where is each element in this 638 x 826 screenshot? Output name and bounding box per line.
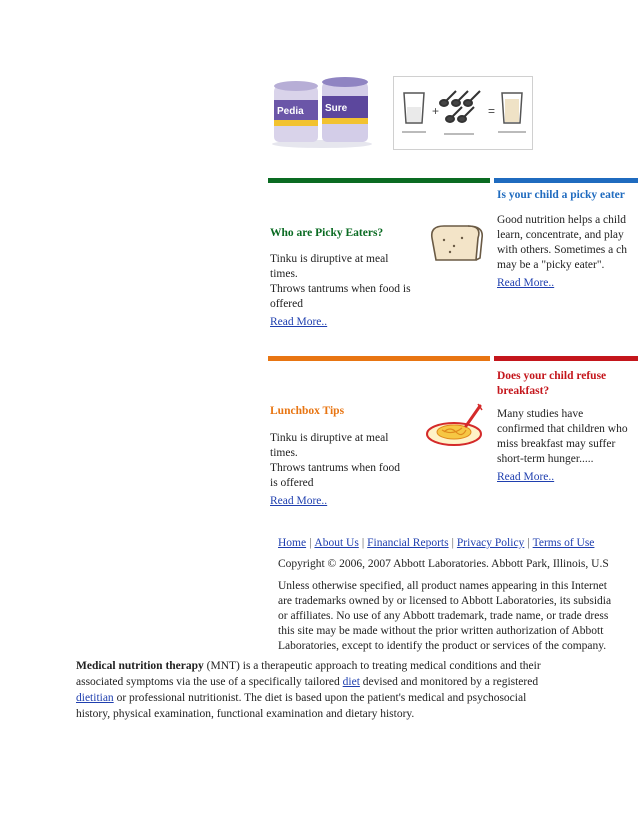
mnt-text: or professional nutritionist. The diet is based upon the patient's medical and psychosocial history, physical examination, functional examination and dietary history. — [76, 692, 527, 720]
picky-eater-question-card — [497, 188, 638, 291]
spaghetti-plate-icon — [422, 400, 492, 450]
card-line: Throws tantrums when food is — [270, 283, 411, 295]
footer-link-privacy-policy[interactable]: Privacy Policy — [456, 537, 525, 549]
mnt-term: Medical nutrition therapy — [76, 660, 204, 672]
card-body — [497, 213, 638, 273]
read-more-link[interactable]: Read More.. — [497, 277, 555, 289]
card-line: learn, concentrate, and play — [497, 229, 624, 241]
footer-nav — [278, 536, 594, 551]
card-line: times. — [270, 447, 298, 459]
divider-blue — [494, 178, 638, 183]
card-line: Tinku is diruptive at meal — [270, 432, 389, 444]
svg-text:+: + — [432, 104, 440, 118]
card-line: miss breakfast may suffer — [497, 438, 616, 450]
legal-line: or affiliates. No use of any Abbott trademark, trade name, or trade dress — [278, 610, 609, 622]
card-body — [497, 407, 638, 467]
divider-orange — [268, 356, 490, 361]
footer-link-about-us[interactable]: About Us — [314, 537, 359, 549]
card-line: Many studies have — [497, 408, 584, 420]
diet-link[interactable]: diet — [342, 676, 360, 688]
card-line: may be a "picky eater". — [497, 259, 605, 271]
read-more-link[interactable]: Read More.. — [497, 471, 555, 483]
footer-separator: | — [527, 537, 530, 549]
read-more-link[interactable]: Read More.. — [270, 316, 328, 328]
mnt-text: devised and monitored by a registered — [359, 676, 539, 688]
card-title: Who are Picky Eaters? — [270, 227, 384, 239]
card-title: Lunchbox Tips — [270, 405, 345, 417]
mnt-paragraph — [76, 658, 562, 722]
legal-line: Laboratories, except to identify the product or services of the company. — [278, 640, 607, 652]
legal-line: are trademarks owned by or licensed to Abbott Laboratories, its subsidia — [278, 595, 612, 607]
breakfast-card — [497, 369, 638, 485]
mixing-diagram-image — [393, 76, 533, 150]
card-title: Is your child a picky eater — [497, 189, 625, 201]
card-line: times. — [270, 268, 298, 280]
card-body — [270, 431, 430, 491]
legal-line: this site may be made without the prior written authorization of Abbott — [278, 625, 604, 637]
card-line: with others. Sometimes a ch — [497, 244, 627, 256]
card-title-line: breakfast? — [497, 385, 550, 397]
footer-link-financial-reports[interactable]: Financial Reports — [367, 537, 449, 549]
dietitian-link[interactable]: dietitian — [76, 692, 114, 704]
mnt-text: (MNT) is a therapeutic approach to treating medical conditions and their associated symptoms via the use of a specifically tailored — [76, 660, 541, 688]
read-more-link[interactable]: Read More.. — [270, 495, 328, 507]
card-line: offered — [270, 298, 303, 310]
card-line: Throws tantrums when food — [270, 462, 400, 474]
card-title — [497, 369, 638, 399]
product-image — [268, 74, 376, 148]
bread-icon — [424, 220, 492, 266]
card-line: is offered — [270, 477, 314, 489]
divider-green — [268, 178, 490, 183]
footer-separator: | — [451, 537, 454, 549]
divider-red — [494, 356, 638, 361]
legal-line: Unless otherwise specified, all product names appearing in this Internet — [278, 580, 607, 592]
footer-legal — [278, 557, 638, 654]
copyright-text: Copyright © 2006, 2007 Abbott Laboratories. Abbott Park, Illinois, U.S — [278, 558, 609, 570]
footer-separator: | — [361, 537, 365, 549]
card-line: short-term hunger..... — [497, 453, 594, 465]
card-line: confirmed that children who — [497, 423, 628, 435]
card-title-line: Does your child refuse — [497, 370, 607, 382]
legal-text — [278, 579, 638, 654]
svg-text:Sure: Sure — [325, 103, 348, 114]
svg-text:=: = — [488, 104, 496, 118]
footer-link-home[interactable]: Home — [278, 537, 307, 549]
card-body — [270, 252, 430, 312]
picky-eaters-card — [270, 226, 430, 330]
card-line: Tinku is diruptive at meal — [270, 253, 389, 265]
footer-link-terms-of-use[interactable]: Terms of Use — [532, 537, 595, 549]
card-line: Good nutrition helps a child — [497, 214, 627, 226]
lunchbox-tips-card — [270, 404, 430, 509]
svg-text:Pedia: Pedia — [277, 106, 304, 117]
footer-separator: | — [309, 537, 312, 549]
